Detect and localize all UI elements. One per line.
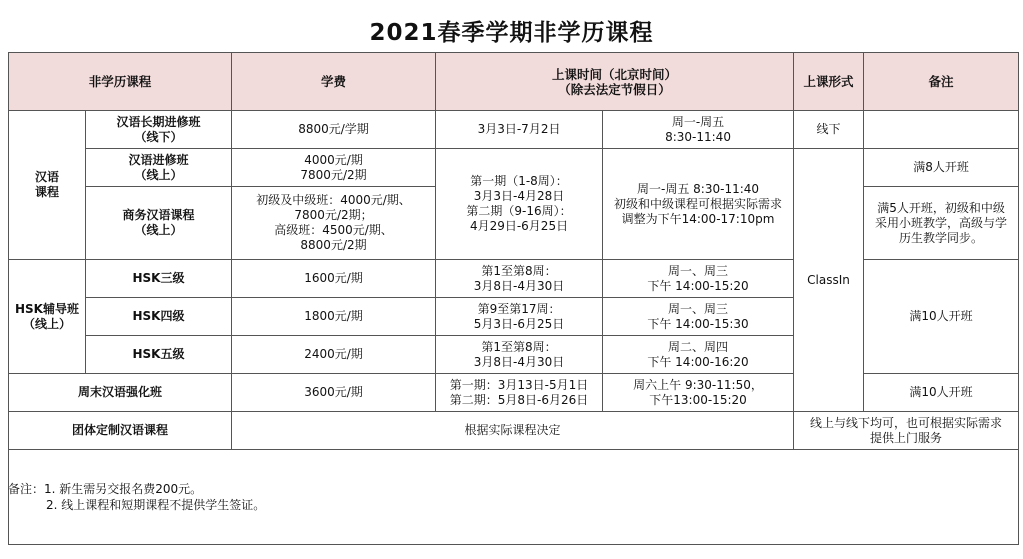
page-title: 2021春季学期非学历课程 xyxy=(369,20,654,46)
chinese-shared-dates: 第一期（1-8周）： 3月3日-4月28日 第二期（9-16周）： 4月29日-6月25日 xyxy=(436,149,603,260)
header-mode: 上课形式 xyxy=(794,53,864,111)
weekend-class-remark: 满10人开班 xyxy=(864,374,1019,412)
hsk4-time: 周一、周三 下午 14:00-15:30 xyxy=(603,298,794,336)
hsk3-time: 周一、周三 下午 14:00-15:20 xyxy=(603,260,794,298)
hsk5-fee: 2400元/期 xyxy=(232,336,436,374)
hsk5-time: 周二、周四 下午 14:00-16:20 xyxy=(603,336,794,374)
long-term-class-mode: 线下 xyxy=(794,111,864,149)
note-line-1: 备注：1. 新生需另交报名费200元。 xyxy=(8,482,203,496)
header-time: 上课时间（北京时间） （除去法定节假日） xyxy=(436,53,794,111)
business-class-name: 商务汉语课程 （线上） xyxy=(86,187,232,260)
advanced-class-remark: 满8人开班 xyxy=(864,149,1019,187)
online-mode: ClassIn xyxy=(794,149,864,412)
weekend-class-fee: 3600元/期 xyxy=(232,374,436,412)
chinese-shared-time: 周一-周五 8:30-11:40 初级和中级课程可根据实际需求 调整为下午14:00-17:10pm xyxy=(603,149,794,260)
hsk-remark: 满10人开班 xyxy=(864,260,1019,374)
advanced-class-fee: 4000元/期 7800元/2期 xyxy=(232,149,436,187)
hsk3-dates: 第1至第8周： 3月8日-4月30日 xyxy=(436,260,603,298)
long-term-class-fee: 8800元/学期 xyxy=(232,111,436,149)
hsk4-fee: 1800元/期 xyxy=(232,298,436,336)
notes xyxy=(8,481,265,513)
header-remark: 备注 xyxy=(864,53,1019,111)
group-course-remark: 线上与线下均可，也可根据实际需求 提供上门服务 xyxy=(794,412,1019,450)
business-class-remark: 满5人开班，初级和中级 采用小班教学，高级与学 历生教学同步。 xyxy=(864,187,1019,260)
hsk5-name: HSK五级 xyxy=(86,336,232,374)
weekend-class-dates: 第一期：3月13日-5月1日 第二期：5月8日-6月26日 xyxy=(436,374,603,412)
weekend-class-time: 周六上午 9:30-11:50， 下午13:00-15:20 xyxy=(603,374,794,412)
advanced-class-name: 汉语进修班 （线上） xyxy=(86,149,232,187)
hsk-group: HSK辅导班 （线上） xyxy=(9,260,86,374)
weekend-class-name: 周末汉语强化班 xyxy=(9,374,232,412)
long-term-class-remark xyxy=(864,111,1019,149)
note-line-2: 2. 线上课程和短期课程不提供学生签证。 xyxy=(46,498,266,512)
long-term-class-name: 汉语长期进修班 （线下） xyxy=(86,111,232,149)
hsk3-name: HSK三级 xyxy=(86,260,232,298)
group-course-name: 团体定制汉语课程 xyxy=(9,412,232,450)
header-fee: 学费 xyxy=(232,53,436,111)
chinese-course-group: 汉语 课程 xyxy=(9,111,86,260)
hsk4-dates: 第9至第17周： 5月3日-6月25日 xyxy=(436,298,603,336)
course-table xyxy=(8,52,1019,545)
hsk4-name: HSK四级 xyxy=(86,298,232,336)
hsk3-fee: 1600元/期 xyxy=(232,260,436,298)
group-course-detail: 根据实际课程决定 xyxy=(232,412,794,450)
long-term-class-time: 周一-周五 8:30-11:40 xyxy=(603,111,794,149)
header-program: 非学历课程 xyxy=(9,53,232,111)
hsk5-dates: 第1至第8周： 3月8日-4月30日 xyxy=(436,336,603,374)
business-class-fee: 初级及中级班：4000元/期、 7800元/2期； 高级班：4500元/期、 8800元/2期 xyxy=(232,187,436,260)
long-term-class-dates: 3月3日-7月2日 xyxy=(436,111,603,149)
